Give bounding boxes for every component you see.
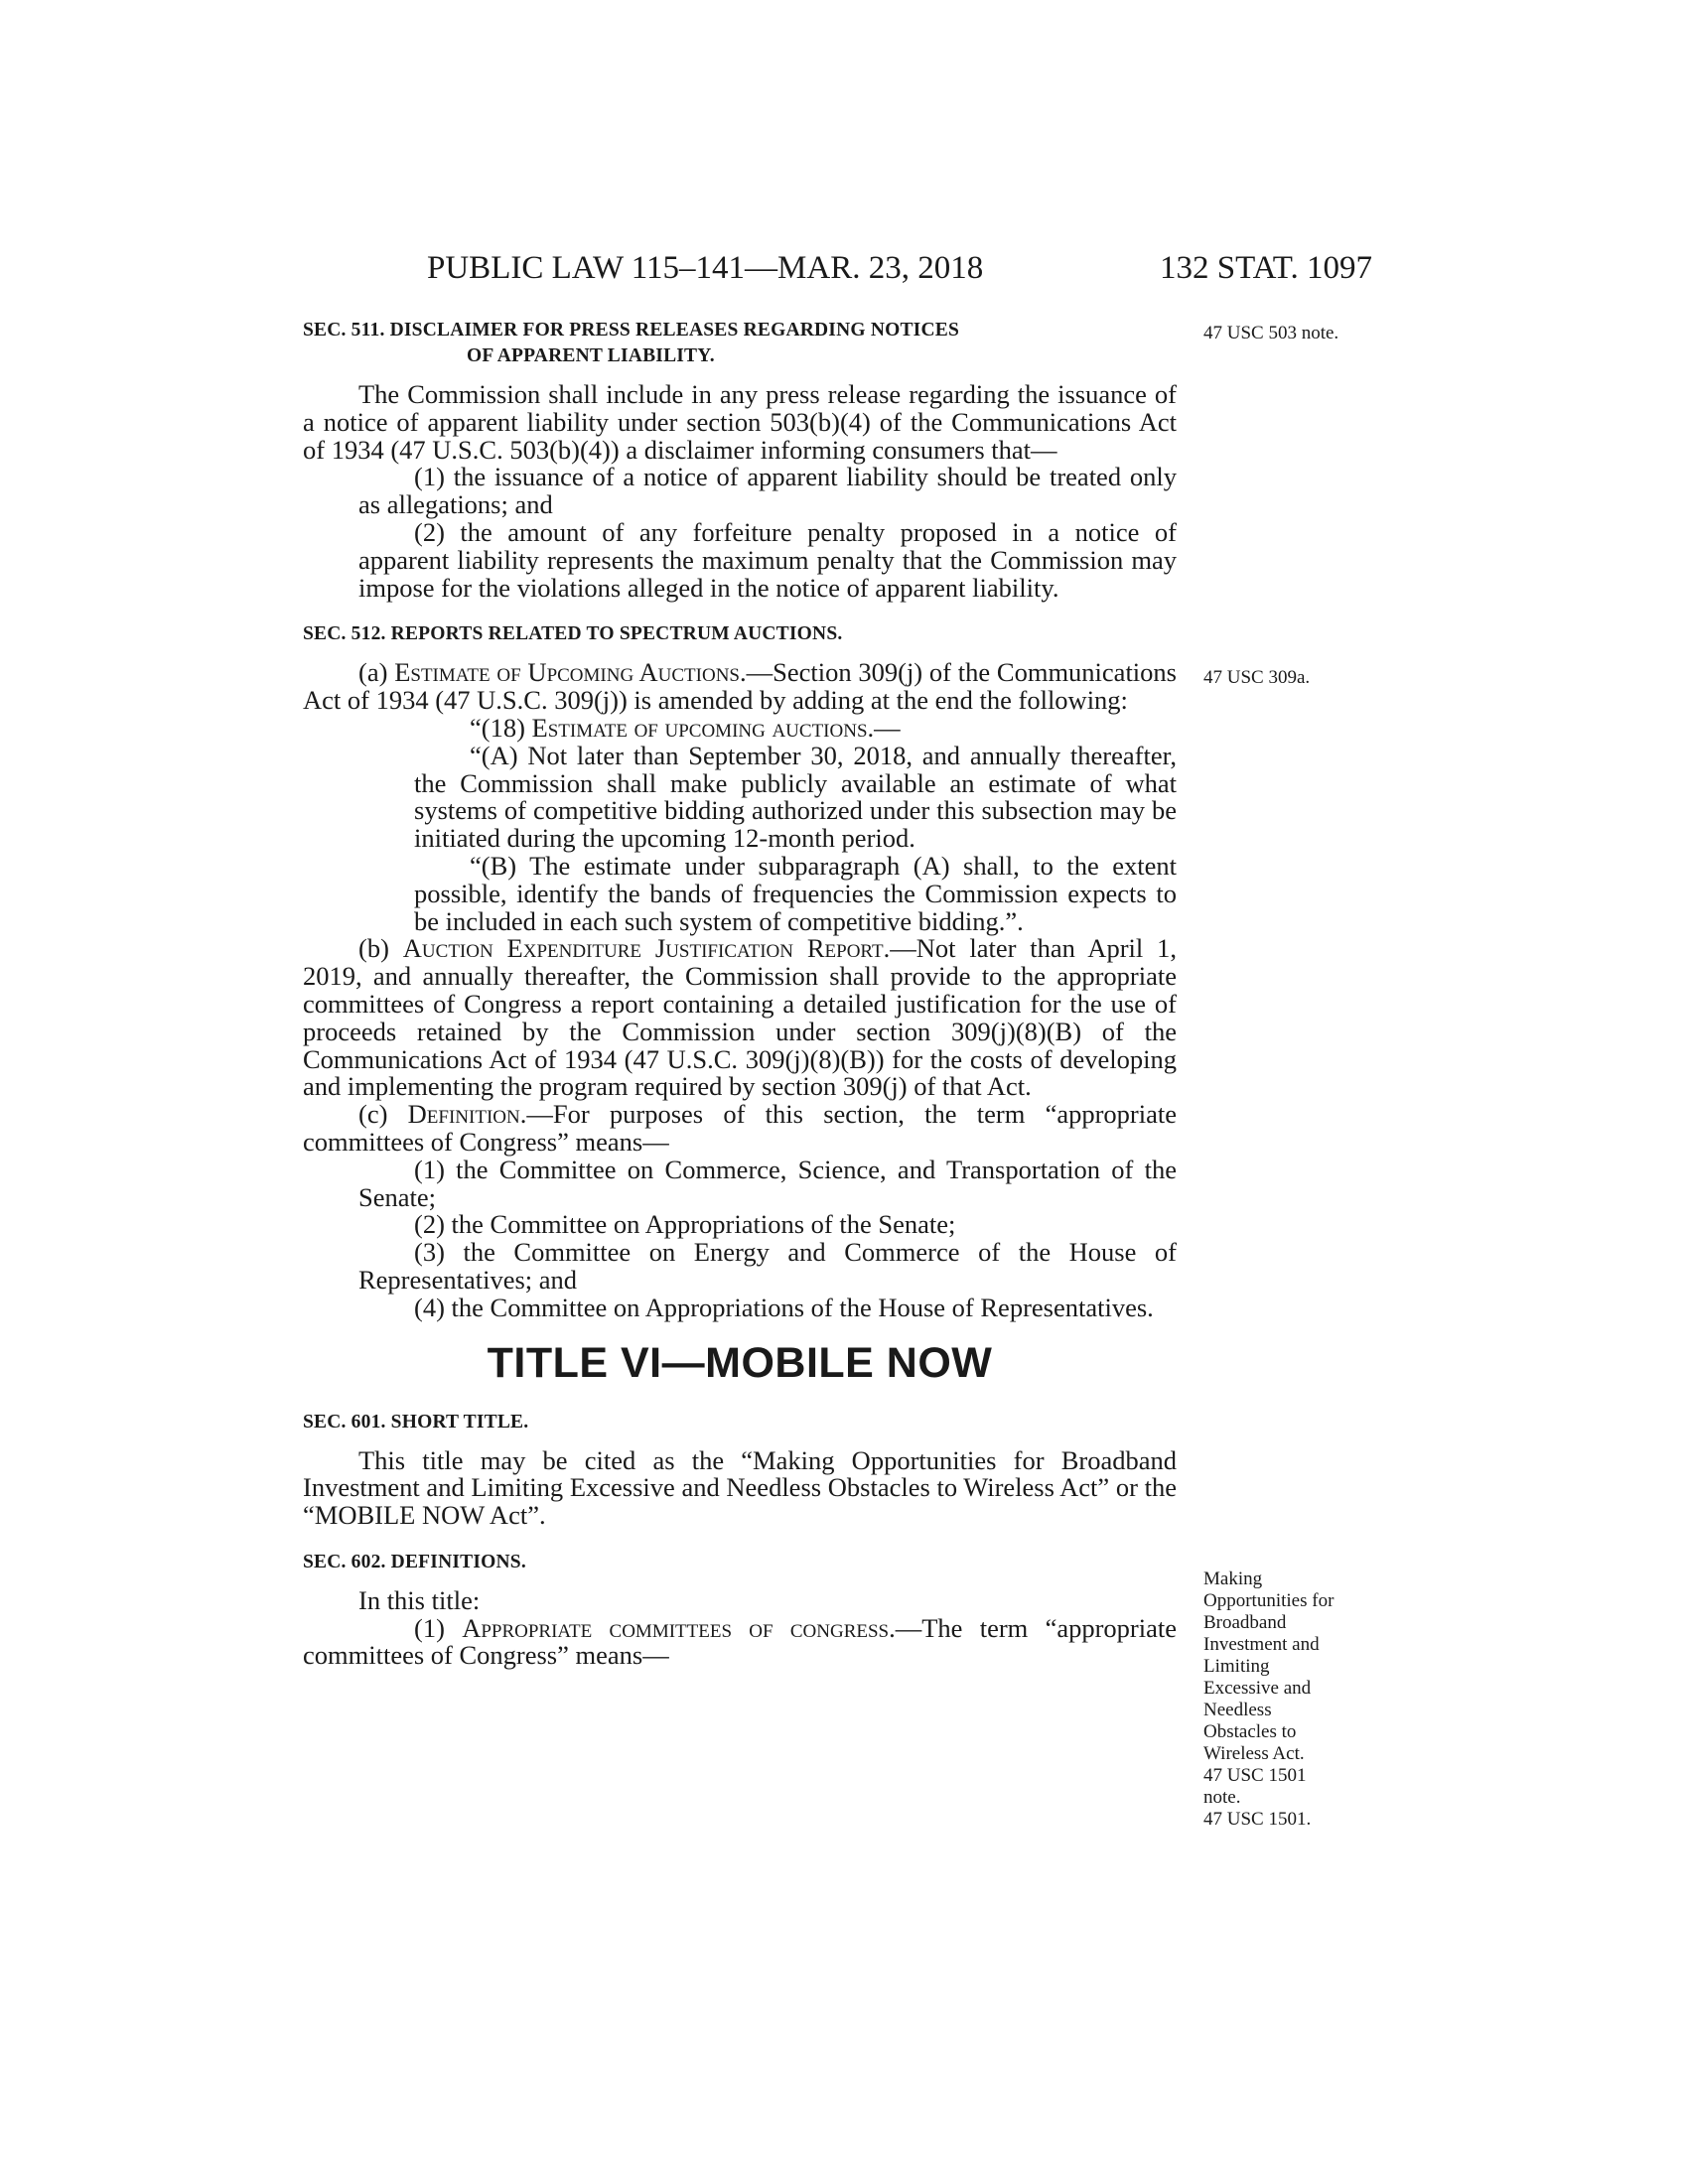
title-vi-heading: TITLE VI—MOBILE NOW [487, 1338, 993, 1387]
sec-602-p1-prefix: (1) [414, 1612, 463, 1643]
margin-note-line: Broadband [1203, 1612, 1287, 1633]
sec-512-c-caption: Definition [407, 1099, 520, 1130]
sec-512-c-text: .—For purposes of this section, the term “appropriate committees of Congress” means— [303, 1099, 1177, 1157]
sec-512-c-prefix: (c) [358, 1099, 408, 1130]
sec-601-heading: SEC. 601. SHORT TITLE. [303, 1411, 529, 1433]
sec-512-c-3: (3) the Committee on Energy and Commerce of the House of Representatives; and [358, 1237, 1177, 1295]
sec-512-c-1: (1) the Committee on Commerce, Science, and Transportation of the Senate; [358, 1154, 1177, 1212]
margin-note-line: Limiting [1203, 1656, 1270, 1677]
sec-512-c-2: (2) the Committee on Appropriations of the Senate; [414, 1209, 956, 1240]
sec-512-b-prefix: (b) [358, 933, 403, 964]
sec-512-p18 [303, 712, 1177, 743]
sec-512-pA: “(A) Not later than September 30, 2018, and annually thereafter, the Commission shall make publicly available an estimate of what systems of competitive bidding authorized under this subsection may be initiated during the upcoming 12-month period. [414, 740, 1177, 854]
margin-note-line: Making [1203, 1569, 1263, 1589]
margin-note-sec512: 47 USC 309a. [1203, 667, 1311, 688]
sec-511-heading [303, 318, 1177, 369]
sec-512-b-caption: Auction Expenditure Justification Report [402, 933, 884, 964]
sec-512-b [303, 935, 1177, 1101]
running-head [300, 248, 1372, 288]
sec-512-a [303, 659, 1177, 715]
margin-note-line: 47 USC 1501 [1203, 1765, 1307, 1786]
sec-512-pB: “(B) The estimate under subparagraph (A) shall, to the extent possible, identify the bands of frequencies the Commission expects to be included in each such system of competitive bidding.”. [414, 850, 1177, 936]
margin-note-line: Obstacles to [1203, 1721, 1297, 1742]
sec-512-heading: SEC. 512. REPORTS RELATED TO SPECTRUM AUCTIONS. [303, 623, 843, 645]
sec-512-c-4: (4) the Committee on Appropriations of the House of Representatives. [414, 1292, 1154, 1322]
law-citation: PUBLIC LAW 115–141—MAR. 23, 2018 [427, 250, 984, 286]
sec-512-a-text: .—Section 309(j) of the Communications Act of 1934 (47 U.S.C. 309(j)) is amended by adding at the end the following: [303, 657, 1177, 716]
margin-note-line: Investment and [1203, 1634, 1320, 1655]
margin-note-line: 47 USC 1501. [1203, 1809, 1312, 1830]
sec-512-p18-prefix: “(18) [470, 712, 532, 743]
margin-note-title-vi [1203, 1569, 1372, 1831]
margin-note-sec511: 47 USC 503 note. [1203, 323, 1339, 343]
sec-601-text: This title may be cited as the “Making Opportunities for Broadband Investment and Limiting Excessive and Needless Obstacles to Wireless Act” or the “MOBILE NOW Act”. [303, 1444, 1177, 1531]
sec-512-b-text: .—Not later than April 1, 2019, and annually thereafter, the Commission shall provide to the appropriate committees of Congress a report containing a detailed justification for the use of proceeds retained by the Commission under section 309(j)(8)(B) of the Communications Act of 1934 (47 U.S.C. 309(j)(8)(B)) for the costs of developing and implementing the program required by section 309(j) of that Act. [303, 933, 1177, 1102]
sec-602-p1-text: .—The term “appropriate committees of Congress” means— [303, 1612, 1177, 1671]
sec-512-p18-caption: Estimate of upcoming auctions [531, 712, 868, 743]
stat-page: 132 STAT. 1097 [1159, 250, 1372, 286]
sec-602-p1-caption: Appropriate committees of congress [462, 1612, 890, 1643]
sec-512-a-prefix: (a) [358, 657, 395, 688]
sec-602-heading: SEC. 602. DEFINITIONS. [303, 1551, 526, 1572]
margin-note-line: Excessive and [1203, 1678, 1312, 1699]
sec-511-item-2: (2) the amount of any forfeiture penalty proposed in a notice of apparent liability represents the maximum penalty that the Commission may impose for the violations alleged in the notice of apparent liability. [358, 516, 1177, 603]
sec-512-p18-suffix: .— [867, 712, 901, 743]
sec-512-c [303, 1101, 1177, 1157]
margin-note-line: Needless [1203, 1700, 1272, 1720]
main-text [303, 318, 1177, 1670]
sec-512-a-caption: Estimate of Upcoming Auctions [394, 657, 740, 688]
sec-602-p1 [303, 1612, 1177, 1671]
margin-note-line: Opportunities for [1203, 1590, 1335, 1611]
sec-511-heading-line2: OF APPARENT LIABILITY. [467, 345, 715, 366]
margin-note-line: note. [1203, 1787, 1241, 1808]
sec-602-intro: In this title: [358, 1584, 481, 1615]
margin-note-line: Wireless Act. [1203, 1743, 1305, 1764]
sec-511-intro: The Commission shall include in any press release regarding the issuance of a notice of apparent liability under section 503(b)(4) of the Communications Act of 1934 (47 U.S.C. 503(b)(4)) a disclaimer informing consumers that— [303, 379, 1177, 465]
sec-511-heading-line1: SEC. 511. DISCLAIMER FOR PRESS RELEASES REGARDING NOTICES [303, 320, 960, 341]
sec-511-item-1: (1) the issuance of a notice of apparent liability should be treated only as allegations; and [358, 462, 1177, 520]
